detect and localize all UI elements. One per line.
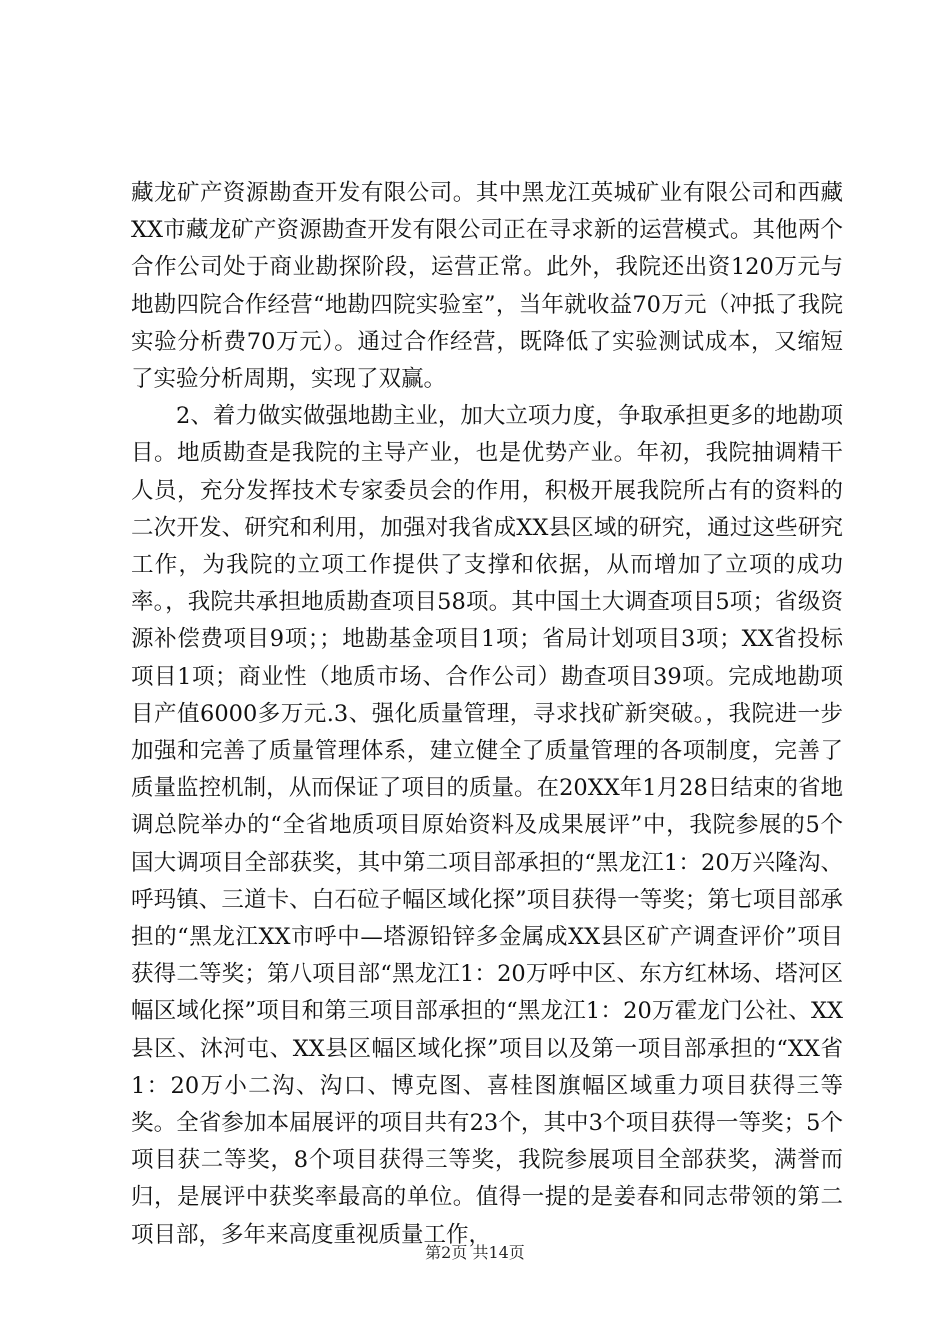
paragraph-2: 2、着力做实做强地勘主业，加大立项力度，争取承担更多的地勘项目。地质勘查是我院的主导产业，也是优势产业。年初，我院抽调精干人员，充分发挥技术专家委员会的作用，积极开展我院所占有的资料的二次开发、研究和利用，加强对我省成XX县区域的研究，通过这些研究工作，为我院的立项工作提供了支撑和依据，从而增加了立项的成功率。，我院共承担地质勘查项目58项。其中国土大调查项目5项；省级资源补偿费项目9项；；地勘基金项目1项；省局计划项目3项；XX省投标项目1项；商业性（地质市场、合作公司）勘查项目39项。完成地勘项目产值6000多万元.3、强化质量管理，寻求找矿新突破。，我院进一步加强和完善了质量管理体系，建立健全了质量管理的各项制度，完善了质量监控机制，从而保证了项目的质量。在20XX年1月28日结束的省地调总院举办的“全省地质项目原始资料及成果展评”中，我院参展的5个国大调项目全部获奖，其中第二项目部承担的“黑龙江1：20万兴隆沟、呼玛镇、三道卡、白石砬子幅区域化探”项目获得一等奖；第七项目部承担的“黑龙江XX市呼中—塔源铅锌多金属成XX县区矿产调查评价”项目获得二等奖；第八项目部“黑龙江1：20万呼中区、东方红林场、塔河区幅区域化探”项目和第三项目部承担的“黑龙江1：20万霍龙门公社、XX县区、沐河屯、XX县区幅区域化探”项目以及第一项目部承担的“XX省1：20万小二沟、沟口、博克图、喜桂图旗幅区域重力项目获得三等奖。全省参加本届展评的项目共有23个，其中3个项目获得一等奖；5个项目获二等奖，8个项目获得三等奖，我院参展项目全部获奖，满誉而归，是展评中获奖率最高的单位。值得一提的是姜春和同志带领的第二项目部，多年来高度重视质量工作， [131, 403, 843, 1248]
page-number-footer: 第2页 共14页 [425, 1243, 525, 1262]
paragraph-1: 藏龙矿产资源勘查开发有限公司。其中黑龙江英城矿业有限公司和西藏XX市藏龙矿产资源勘查开发有限公司正在寻求新的运营模式。其他两个合作公司处于商业勘探阶段，运营正常。此外，我院还出资120万元与地勘四院合作经营“地勘四院实验室”，当年就收益70万元（冲抵了我院实验分析费70万元）。通过合作经营，既降低了实验测试成本，又缩短了实验分析周期，实现了双赢。 [131, 180, 843, 393]
body-text [131, 175, 843, 1254]
